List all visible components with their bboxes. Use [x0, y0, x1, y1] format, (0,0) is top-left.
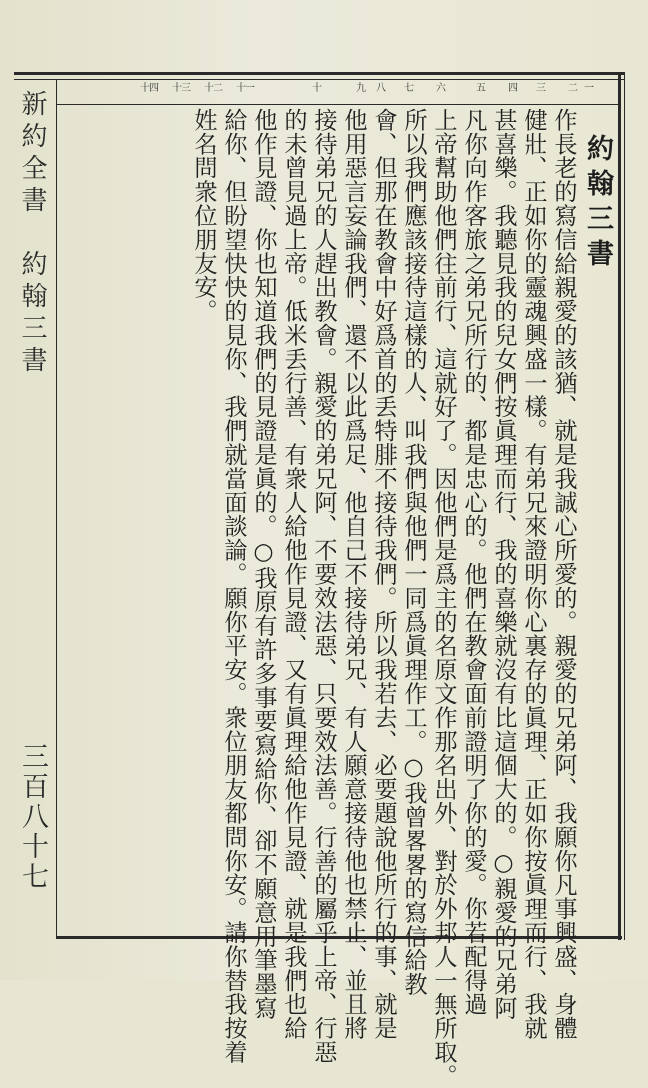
verse-number: 七 — [404, 83, 413, 94]
verse-header-rule — [56, 104, 618, 105]
verse-number: 一 — [584, 83, 593, 94]
verse-number: 五 — [476, 83, 485, 94]
frame-right-rule — [618, 72, 621, 940]
frame-left-rule — [56, 80, 57, 938]
verse-number-row — [56, 84, 618, 102]
text-column: 接待弟兄的人趕出教會。親愛的弟兄阿、不要效法惡、只要效法善。行善的屬乎上帝、行惡 — [310, 108, 337, 1064]
running-title: 新約全書 約翰三書 — [17, 90, 47, 378]
text-column: 作長老的寫信給親愛的該猶、就是我誠心所愛的。親愛的兄弟阿、我願你凡事興盛、身體 — [550, 108, 577, 1041]
verse-number: 十二 — [204, 83, 222, 94]
text-column: 姓名問衆位朋友安。 — [190, 108, 217, 324]
verse-number: 十四 — [140, 83, 158, 94]
verse-number: 四 — [508, 83, 517, 94]
frame-top-rule-inner — [14, 79, 624, 80]
frame-right-rule-outer — [624, 72, 625, 940]
frame-top-rule — [14, 72, 624, 75]
verse-number: 八 — [376, 83, 385, 94]
verse-number: 三 — [536, 83, 545, 94]
page-number: 三百八十七 — [17, 742, 48, 892]
book-heading: 約翰三書 — [582, 134, 613, 274]
text-column: 他作見證、你也知道我們的見證是眞的。○我原有許多事要寫給你、卻不願意用筆墨寫 — [250, 108, 277, 1020]
text-column: 凡你向作客旅之弟兄所行的、都是忠心的。他們在教會面前證明了你的愛。你若配得過 — [460, 108, 487, 1017]
text-column: 他用惡言妄論我們、還不以此爲足、他自己不接待弟兄、有人願意接待他也禁止、並且將 — [340, 108, 367, 1041]
text-column: 給你、但盼望快快的見你、我們就當面談論。願你平安。衆位朋友都問你安。請你替我按着 — [220, 108, 247, 1064]
text-column: 的未曾見過上帝。低米丢行善、有衆人給他作見證、又有眞理給他作見證、就是我們也給 — [280, 108, 307, 1041]
text-column: 健壯、正如你的靈魂興盛一樣。有弟兄來證明你心裏存的眞理、正如你按眞理而行、我就 — [520, 108, 547, 1041]
verse-number: 二 — [568, 83, 577, 94]
text-column: 會、但那在教會中好爲首的丢特腓不接待我們。所以我若去、必要題說他所行的事、就是 — [370, 108, 397, 1041]
verse-number: 十 — [312, 83, 321, 94]
verse-number: 六 — [436, 83, 445, 94]
verse-number: 十一 — [236, 83, 254, 94]
text-column: 甚喜樂。我聽見我的兒女們按眞理而行、我的喜樂就沒有比這個大的。○親愛的兄弟阿 — [490, 108, 517, 1020]
text-column: 所以我們應該接待這樣的人、叫我們與他們一同爲眞理作工。○我曾畧畧的寫信給教 — [400, 108, 427, 997]
verse-number: 九 — [356, 83, 365, 94]
verse-number: 十三 — [172, 83, 190, 94]
text-column: 上帝幫助他們往前行、這就好了。因他們是爲主的名原文作那名出外、對於外邦人一無所取。 — [430, 108, 457, 1088]
